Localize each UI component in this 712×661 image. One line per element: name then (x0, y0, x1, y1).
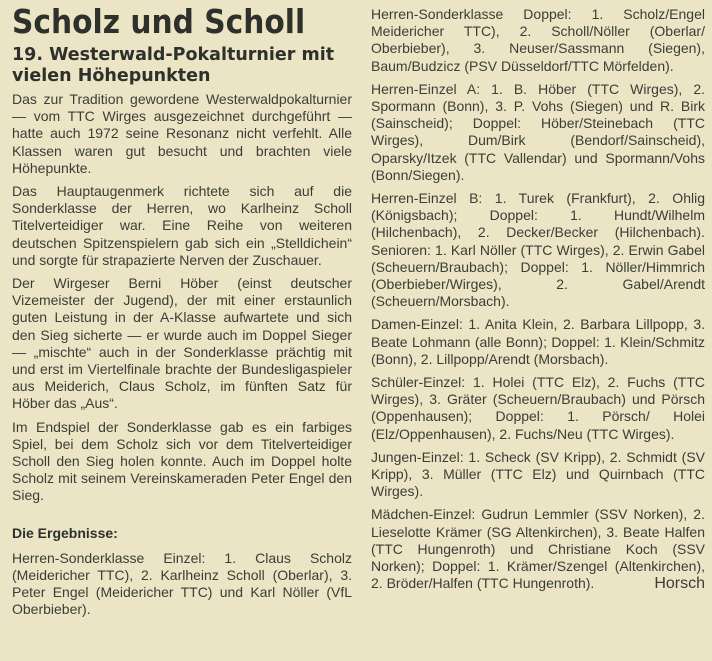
left-column (12, 0, 352, 624)
result-entry: Herren-Sonderklasse Einzel: 1. Claus Scholz (Meidericher TTC), 2. Karlheinz Scholl (Oberlar), 3. Peter Engel (Meidericher TTC) und Karl Nöller (VfL Oberbieber). (12, 549, 352, 618)
author-signature: Horsch (654, 574, 705, 592)
article-title: Scholz und Scholl (12, 2, 306, 41)
result-entry: Schüler-Einzel: 1. Holei (TTC Elz), 2. Fuchs (TTC Wirges), 3. Gräter (Scheuern/Braubach) und Pörsch (Oppenhausen); Doppel: 1. Pörsch/ Holei (Elz/Oppenhausen), 2. Fuchs/Neu (TTC Wirges). (371, 374, 705, 442)
result-entry: Mädchen-Einzel: Gudrun Lemmler (SSV Norken), 2. Lieselotte Krämer (SG Altenkirchen), 3. Beate Halfen (TTC Hungenroth) und Christiane Koch (SSV Norken); Doppel: 1. Krämer/Szengel (Altenkirchen), 2. Bröder/Halfen (TTC Hungenroth). (371, 506, 705, 592)
article-paragraph: Der Wirgeser Berni Höber (einst deutscher Vizemeister der Jugend), der mit einer erstaunlich guten Leistung in der A-Klasse aufwartete und sich den Sieg sicherte — er wurde auch im Doppel Sieger — „mischte“ auch in der Sonderklasse prächtig mit und erst im Viertelfinale brachte der Bundesligaspieler aus Meiderich, Claus Scholz, im fünften Satz für Höber das „Aus“. (12, 275, 352, 412)
result-entry: Herren-Sonderklasse Doppel: 1. Scholz/Engel Meidericher TTC), 2. Scholl/Nöller (Oberlar/ Oberbieber), 3. Neuser/Sassmann (Siegen), Baum/Budzicz (PSV Düsseldorf/TTC Mörfelden). (371, 6, 705, 74)
result-entry: Damen-Einzel: 1. Anita Klein, 2. Barbara Lillpopp, 3. Beate Lohmann (alle Bonn); Doppel: 1. Klein/Schmitz (Bonn), 2. Lillpopp/Arendt (Morsbach). (371, 316, 705, 367)
last-result-block (371, 506, 705, 592)
result-entry: Herren-Einzel B: 1. Turek (Frankfurt), 2. Ohlig (Königsbach); Doppel: 1. Hundt/Wilhelm (Hilchenbach), 2. Decker/Becker (Hilchenbach). Senioren: 1. Karl Nöller (TTC Wirges), 2. Erwin Gabel (Scheuern/Braubach); Doppel: 1. Nöller/Himmrich (Oberbieber/Wirges), 2. Gabel/Arendt (Scheuern/Morsbach). (371, 190, 705, 310)
result-entry: Herren-Einzel A: 1. B. Höber (TTC Wirges), 2. Spormann (Bonn), 3. P. Vohs (Siegen) und R. Birk (Sainscheid); Doppel: Höber/Steinebach (TTC Wirges), Dum/Birk (Bendorf/Sainscheid), Oparsky/Itzek (TTC Vallendar) und Spormann/Vohs (Bonn/Siegen). (371, 80, 705, 183)
right-column (371, 6, 705, 599)
article-paragraph: Das Hauptaugenmerk richtete sich auf die Sonderklasse der Herren, wo Karlheinz Scholl Titelverteidiger war. Eine Reihe von weiteren deutschen Spitzenspielern gab sich ein „Stelldichein“ und sorgte für strapazierte Nerven der Zuschauer. (12, 183, 352, 268)
results-heading: Die Ergebnisse: (12, 524, 118, 541)
result-entry: Jungen-Einzel: 1. Scheck (SV Kripp), 2. Schmidt (SV Kripp), 3. Müller (TTC Elz) und Quirnbach (TTC Wirges). (371, 448, 705, 500)
article-paragraph: Im Endspiel der Sonderklasse gab es ein farbiges Spiel, bei dem Scholz sich vor dem Titelverteidiger Scholl den Sieg holen konnte. Auch im Doppel holte Scholz mit seinem Vereinskameraden Peter Engel den Sieg. (12, 418, 352, 504)
article-subtitle: 19. Westerwald-Pokalturnier mit vielen Höhepunkten (12, 45, 335, 86)
article-paragraph: Das zur Tradition gewordene Westerwaldpokalturnier — vom TTC Wirges ausgezeichnet durchgeführt — hatte auch 1972 seine Resonanz nicht verfehlt. Alle Klassen waren gut besucht und brachten viele Höhepunkte. (12, 91, 352, 176)
